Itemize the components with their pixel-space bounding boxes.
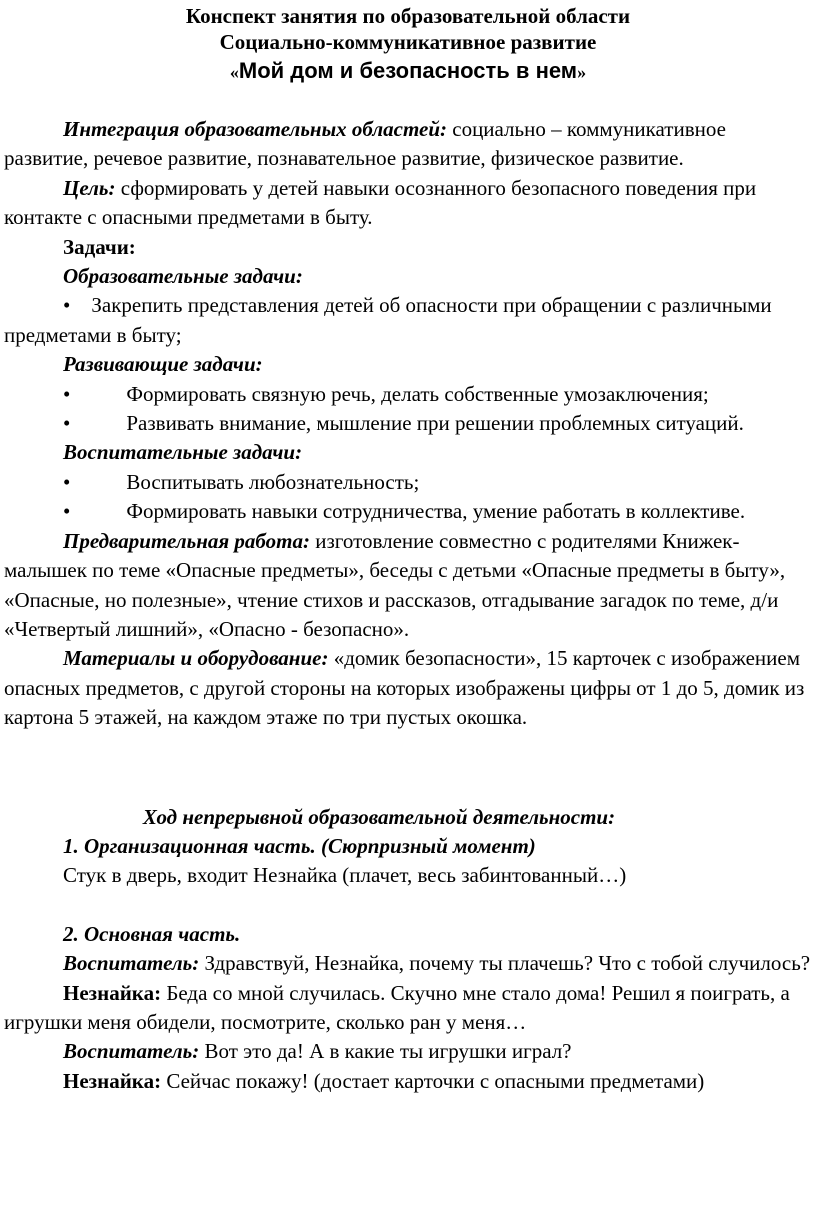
bullet-icon: • [63,293,71,318]
educational-tasks-heading: Образовательные задачи: [63,264,303,289]
list-item-text: Формировать навыки сотрудничества, умение работать в коллективе. [126,499,746,524]
prep-text: изготовление совместно с родителями Книжек-малышек по теме «Опасные предметы», беседы с детьми «Опасные предметы в быту», «Опасные, но полезные», чтение стихов и рассказов, отгадывание загадок по теме, д/и «Четвертый лишний», «Опасно - безопасно». [4,528,786,641]
doc-title-topic: Мой дом и безопасность в нем [238,58,578,83]
dialogue-line [4,979,812,1038]
goal-text: сформировать у детей навыки осознанного безопасного поведения при контакте с опасными предметами в быту. [4,175,757,230]
speaker-label: Незнайка: [63,980,162,1005]
developing-tasks-heading: Развивающие задачи: [63,352,263,377]
course-heading: Ход непрерывной образовательной деятельности: [142,804,616,829]
speaker-label: Воспитатель: [63,1039,200,1064]
quote-open: « [229,62,239,82]
bullet-icon: • [63,381,71,406]
speaker-label: Незнайка: [63,1068,162,1093]
dialogue-line [4,949,812,978]
dialogue-text: Беда со мной случилась. Скучно мне стало дома! Решил я поиграть, а игрушки меня обидели, посмотрите, сколько ран у меня… [4,980,790,1034]
upbringing-tasks-heading: Воспитательные задачи: [63,440,303,465]
list-item-text: Закрепить представления детей об опасности при обращении с различными предметами в быту; [4,293,772,347]
doc-title-line3 [4,55,812,88]
prep-label: Предварительная работа: [63,528,310,553]
part1-text: Стук в дверь, входит Незнайка (плачет, весь забинтованный…) [63,863,627,888]
speaker-label: Воспитатель: [63,951,200,976]
dialogue-text: Вот это да! А в какие ты игрушки играл? [199,1039,572,1064]
list-item [4,380,812,409]
materials-paragraph [4,644,812,732]
integration-paragraph [4,115,812,174]
list-item-text: Формировать связную речь, делать собственные умозаключения; [126,381,709,406]
integration-text: социально – коммуникативное развитие, речевое развитие, познавательное развитие, физическое развитие. [4,117,726,171]
prep-paragraph [4,527,812,645]
integration-label: Интеграция образовательных областей: [63,117,447,141]
goal-paragraph [4,174,812,233]
goal-label: Цель: [63,175,116,200]
list-item [4,468,812,497]
list-item [4,291,812,350]
bullet-icon: • [63,499,71,524]
materials-text: «домик безопасности», 15 карточек с изображением опасных предметов, с другой стороны на которых изображены цифры от 1 до 5, домик из картона 5 этажей, на каждом этаже по три пустых окошка. [4,646,805,730]
tasks-heading: Задачи: [63,234,136,259]
part2-heading: 2. Основная часть. [63,921,241,946]
dialogue-line [4,1067,812,1096]
list-item [4,497,812,526]
list-item [4,409,812,438]
list-item-text: Развивать внимание, мышление при решении проблемных ситуаций. [126,411,744,436]
dialogue-text: Сейчас покажу! (достает карточки с опасными предметами) [161,1068,705,1093]
bullet-icon: • [63,411,71,436]
doc-title-line1: Конспект занятия по образовательной области [185,4,631,28]
part1-heading: 1. Организационная часть. (Сюрпризный момент) [63,833,536,858]
materials-label: Материалы и оборудование: [63,646,329,671]
list-item-text: Воспитывать любознательность; [126,469,420,494]
quote-close: » [577,62,587,82]
doc-title-line2: Социально-коммуникативное развитие [219,30,597,54]
dialogue-line [4,1037,812,1066]
bullet-icon: • [63,469,71,494]
dialogue-text: Здравствуй, Незнайка, почему ты плачешь? Что с тобой случилось? [199,951,811,976]
